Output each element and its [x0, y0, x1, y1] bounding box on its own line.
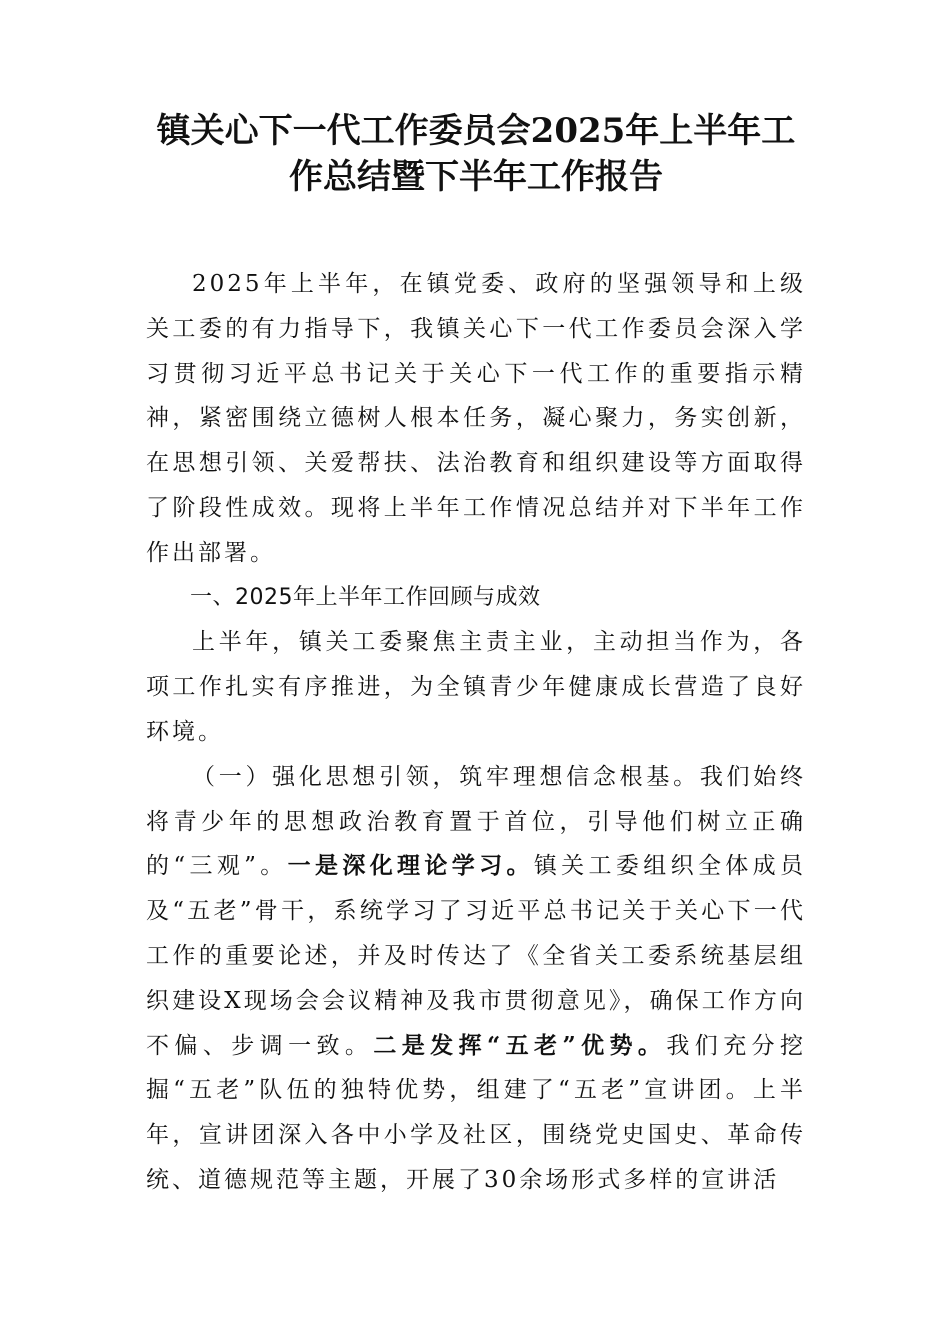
subsection-1-paragraph [146, 755, 806, 1203]
document-title [146, 108, 806, 200]
intro-paragraph: 2025年上半年，在镇党委、政府的坚强领导和上级关工委的有力指导下，我镇关心下一代工作委员会深入学习贯彻习近平总书记关于关心下一代工作的重要指示精神，紧密围绕立德树人根本任务，凝心聚力，务实创新，在思想引领、关爱帮扶、法治教育和组织建设等方面取得了阶段性成效。现将上半年工作情况总结并对下半年工作作出部署。 [146, 271, 806, 566]
point-2-text: 我们充分挖掘“五老”队伍的独特优势，组建了“五老”宣讲团。上半年，宣讲团深入各中小学及社区，围绕党史国史、革命传统、道德规范等主题，开展了30余场形式多样的宣讲活 [146, 1032, 807, 1193]
section-1-heading: 一、2025年上半年工作回顾与成效 [190, 584, 541, 610]
subsection-1-text: 我们始终将青少年的思想政治教育置于首位，引导他们树立正确的“三观”。 [146, 763, 807, 880]
section-1-intro-paragraph: 上半年，镇关工委聚焦主责主业，主动担当作为，各项工作扎实有序推进，为全镇青少年健康成长营造了良好环境。 [146, 629, 806, 745]
point-2-label: 二是发挥“五老”优势。 [373, 1031, 667, 1059]
title-line-2: 作总结暨下半年工作报告 [289, 157, 663, 197]
subsection-1-heading: （一）强化思想引领，筑牢理想信念根基。 [192, 763, 700, 790]
document-body [146, 262, 806, 1203]
title-line-1: 镇关心下一代工作委员会2025年上半年工 [156, 111, 796, 151]
point-1-label: 一是深化理论学习。 [287, 852, 534, 880]
point-1-text: 镇关工委组织全体成员及“五老”骨干，系统学习了习近平总书记关于关心下一代工作的重要论述，并及时传达了《全省关工委系统基层组织建设X现场会会议精神及我市贯彻意见》，确保工作方向不偏、步调一致。 [146, 853, 807, 1059]
document-page [146, 108, 806, 1203]
